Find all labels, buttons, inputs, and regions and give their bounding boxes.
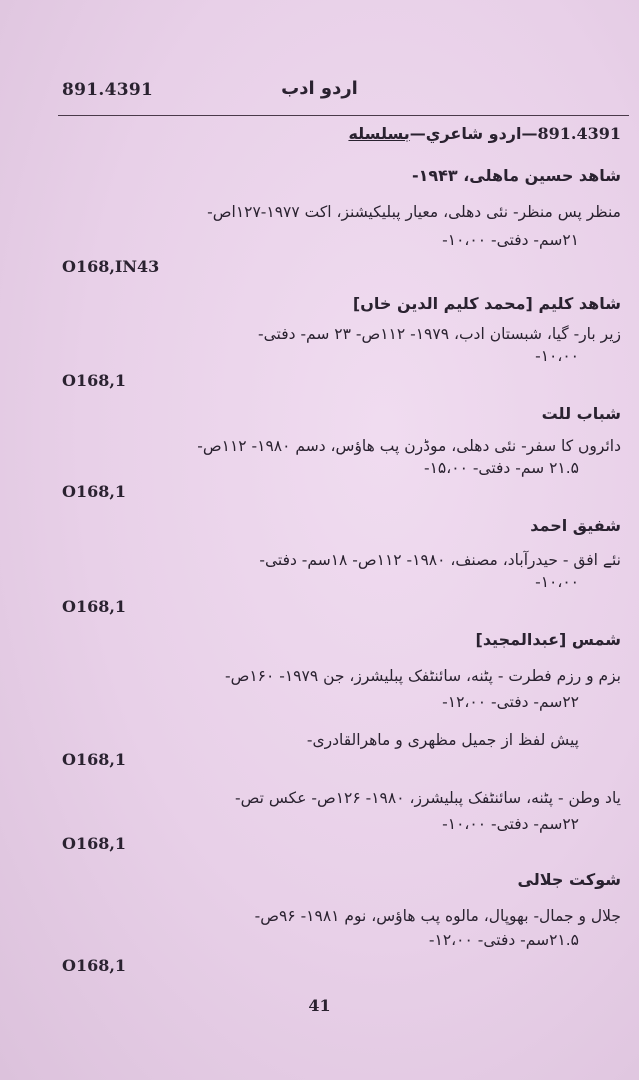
entry-line: ۲۲سم- دفتی- ۱۲،۰۰- [442, 693, 579, 711]
section-underlined: بسلسله [348, 124, 410, 143]
call-number: O168,IN43 [62, 257, 160, 276]
entry-author: شمس [عبدالمجید] [475, 630, 621, 649]
entry-author: شفیق احمد [530, 516, 621, 535]
entry-line: زیر بار- گیا، شبستان ادب، ۱۹۷۹- ۱۱۲ص- ۲۳ سم- دفتی- [258, 325, 621, 343]
call-number: O168,1 [62, 371, 127, 390]
entry-line: ۲۱سم- دفتی- ۱۰،۰۰- [442, 231, 579, 249]
entry-line: دائروں کا سفر- نئی دهلی، موڈرن پب هاؤس، دسم ۱۹۸۰- ۱۱۲ص- [197, 437, 621, 455]
section-number: 891.4391 [537, 124, 621, 143]
header-class-number: 891.4391 [62, 80, 154, 100]
entry-line: ۲۱.۵سم- دفتی- ۱۲،۰۰- [428, 931, 579, 949]
entry-author: شاهد کلیم [محمد کلیم الدین خاں] [352, 294, 621, 313]
call-number: O168,1 [62, 834, 127, 853]
entry-line: ۱۰،۰۰- [535, 573, 579, 591]
call-number: O168,1 [62, 750, 127, 769]
entry-author: شباب للت [541, 404, 621, 423]
entry-author: شاهد حسين ماهلی، ۱۹۴۳- [411, 166, 621, 185]
header-divider [58, 115, 629, 116]
entry-line: جلال و جمال- بهوپال، مالوه پب هاؤس، نوم ۱۹۸۱- ۹۶ص- [254, 907, 621, 925]
entry-line: بزم و رزم فطرت - پٹنه، سائنٹفک پبلیشرز، جن ۱۹۷۹- ۱۶۰ص- [224, 667, 621, 685]
section-heading [348, 124, 621, 143]
header-title: اردو ادب [281, 78, 358, 99]
entry-line: یاد وطن - پٹنه، سائنٹفک پبلیشرز، ۱۹۸۰- ۱۲۶ص- عکس تص- [235, 789, 621, 807]
entry-line: نئے افق - حیدرآباد، مصنف، ۱۹۸۰- ۱۱۲ص- ۱۸سم- دفتی- [259, 551, 621, 569]
entry-line: ۲۲سم- دفتی- ۱۰،۰۰- [442, 815, 579, 833]
section-text: —اردو شاعري— [409, 124, 538, 143]
call-number: O168,1 [62, 956, 127, 975]
entry-line: پیش لفظ از جمیل مظهری و ماهرالقادری- [306, 731, 579, 749]
call-number: O168,1 [62, 482, 127, 501]
call-number: O168,1 [62, 597, 127, 616]
entry-line: منظر پس منظر- نئی دهلی، معیار پبلیکیشنز، اکت ۱۹۷۷-۱۲۷اص- [207, 203, 621, 221]
entry-author: شوکت جلالی [517, 870, 621, 889]
page-number: 41 [308, 996, 331, 1015]
entry-line: ۲۱.۵ سم- دفتی- ۱۵،۰۰- [424, 459, 579, 477]
entry-line: ۱۰،۰۰- [535, 347, 579, 365]
